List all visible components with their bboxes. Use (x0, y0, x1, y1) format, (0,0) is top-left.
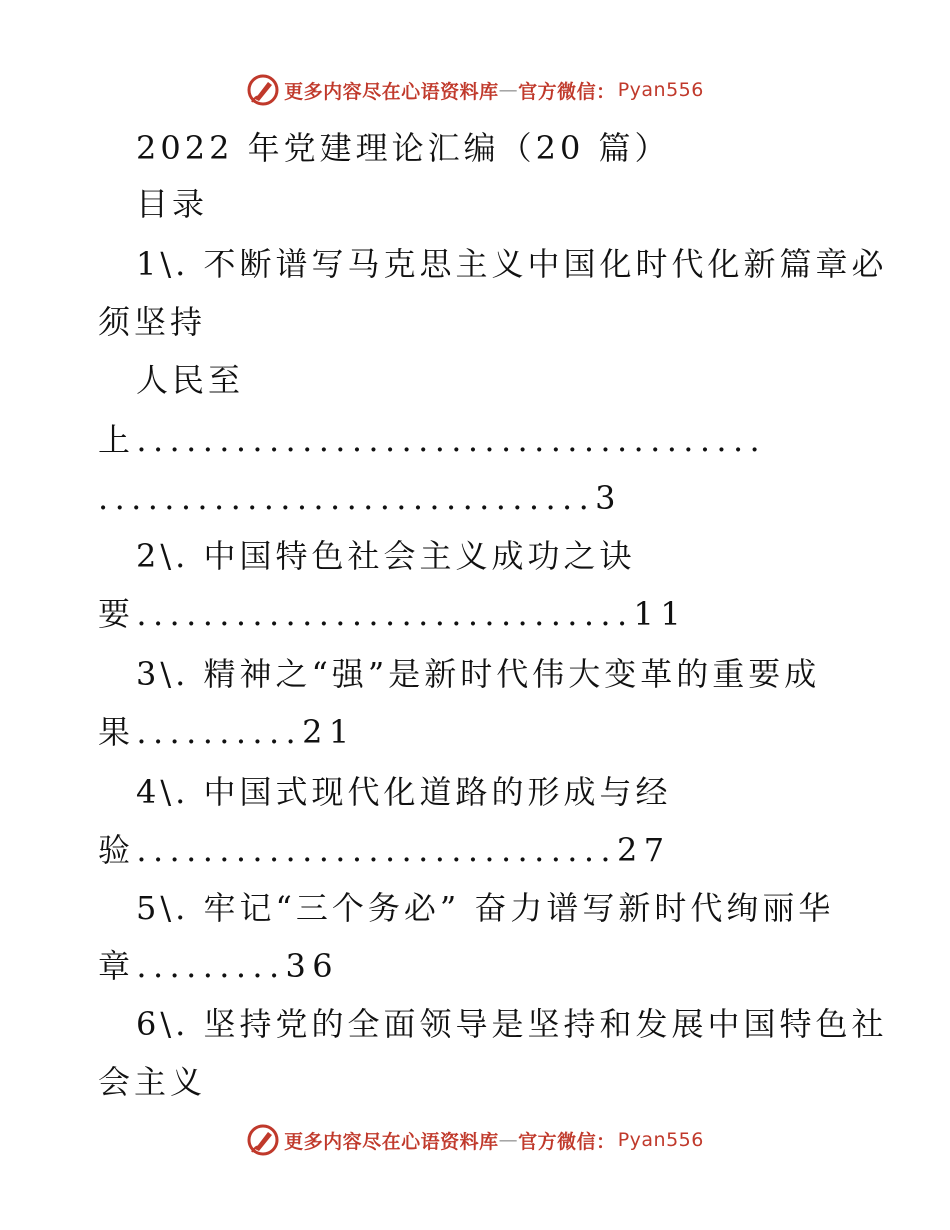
header-banner (0, 70, 950, 110)
banner-wechat-label: 官方微信： (518, 80, 616, 103)
banner-text: 更多内容尽在心语资料库 (284, 80, 499, 103)
banner-dash: — (498, 1129, 519, 1151)
toc-entry-5-line-2: 章.........36 (98, 947, 340, 985)
toc-entry-1-line-5: ..............................3 (98, 479, 622, 517)
banner-wechat-id: Pyan556 (617, 79, 704, 101)
toc-entry-1-line-1: 1\. 不断谱写马克思主义中国化时代化新篇章必 (136, 245, 888, 283)
toc-heading: 目录 (136, 185, 209, 223)
toc-entry-4-line-2: 验.............................27 (98, 831, 671, 869)
footer-banner (0, 1120, 950, 1160)
toc-entry-1-line-2: 须坚持 (98, 303, 207, 341)
toc-entry-3-line-2: 果..........21 (98, 713, 356, 751)
toc-entry-1-line-3: 人民至 (136, 361, 245, 399)
banner-text: 更多内容尽在心语资料库 (284, 1130, 499, 1153)
banner-dash: — (498, 79, 519, 101)
banner-wechat-label: 官方微信： (518, 1130, 616, 1153)
toc-entry-3-line-1: 3\. 精神之“强”是新时代伟大变革的重要成 (136, 655, 821, 693)
toc-entry-2-line-1: 2\. 中国特色社会主义成功之诀 (136, 537, 636, 575)
toc-entry-5-line-1: 5\. 牢记“三个务必” 奋力谱写新时代绚丽华 (136, 889, 835, 927)
toc-entry-1-line-4: 上...................................... (98, 421, 767, 459)
toc-entry-4-line-1: 4\. 中国式现代化道路的形成与经 (136, 773, 672, 811)
banner-wechat-id: Pyan556 (617, 1129, 704, 1151)
toc-entry-6-line-2: 会主义 (98, 1063, 207, 1101)
quill-logo-icon (246, 1123, 280, 1157)
document-title: 2022 年党建理论汇编（20 篇） (136, 129, 671, 167)
toc-entry-2-line-2: 要..............................11 (98, 595, 688, 633)
toc-entry-6-line-1: 6\. 坚持党的全面领导是坚持和发展中国特色社 (136, 1005, 888, 1043)
quill-logo-icon (246, 73, 280, 107)
